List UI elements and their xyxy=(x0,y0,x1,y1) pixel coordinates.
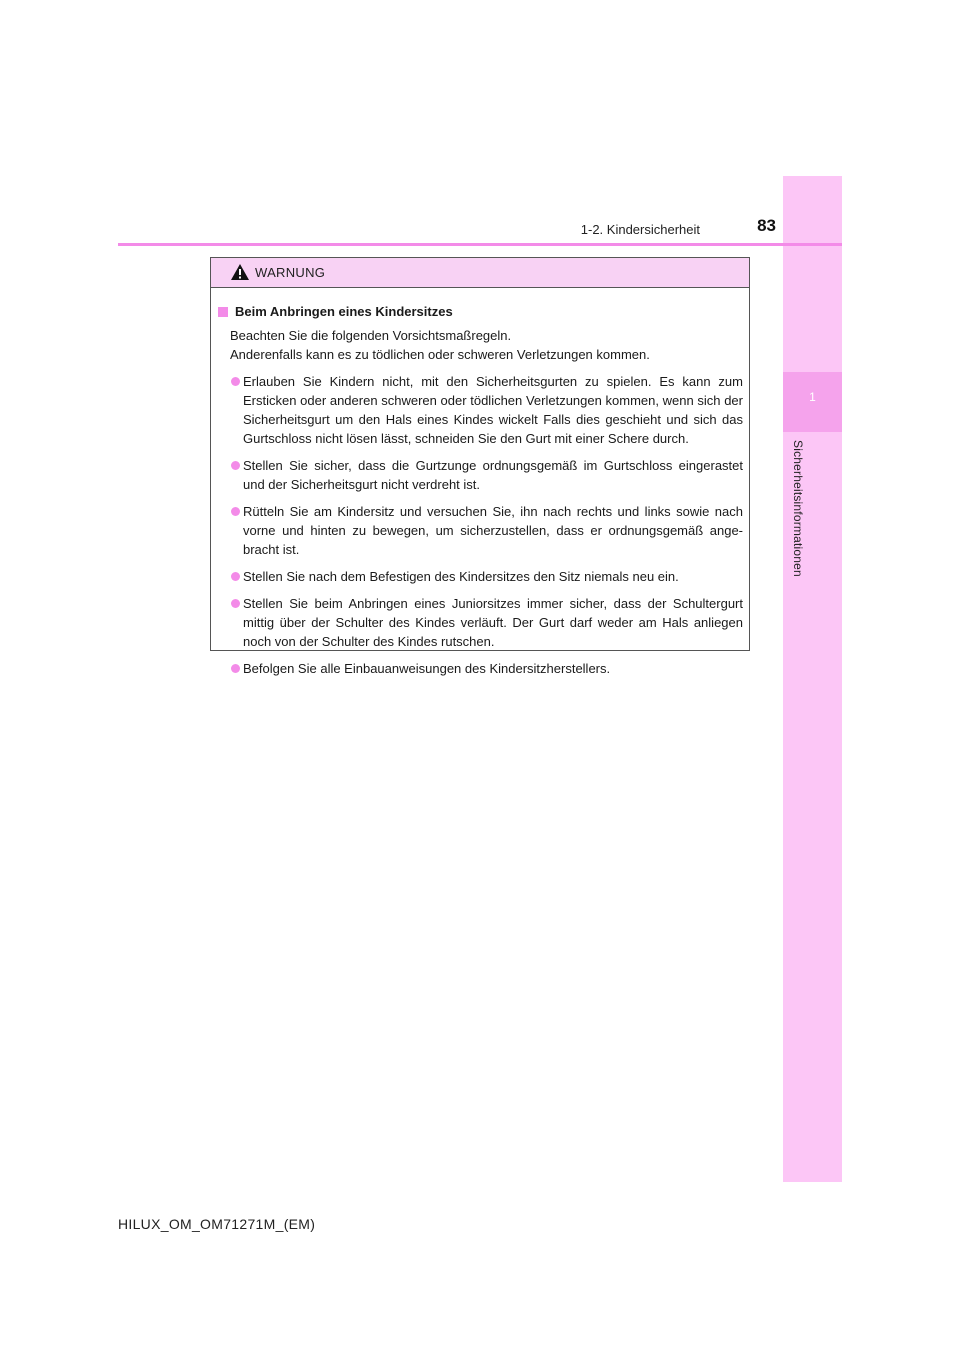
page-number: 83 xyxy=(757,216,776,235)
warning-body xyxy=(211,288,749,678)
header-rule xyxy=(118,243,842,246)
bullet-dot-icon xyxy=(231,377,240,386)
bullet-text: Rütteln Sie am Kindersitz und versuchen Sie, ihn nach rechts und links sowie nach vorne und hinten zu bewegen, um sicherzustellen, dass er ordnungsgemäß ange-bracht ist. xyxy=(243,504,743,557)
warning-box xyxy=(210,257,750,676)
list-item xyxy=(218,567,743,586)
list-item xyxy=(218,594,743,651)
side-strip xyxy=(783,176,842,1182)
warning-header xyxy=(211,258,749,288)
warning-bullet-list xyxy=(218,372,743,678)
list-item xyxy=(218,502,743,559)
bullet-dot-icon xyxy=(231,507,240,516)
chapter-label: Sicherheitsinformationen xyxy=(791,440,805,577)
list-item xyxy=(218,372,743,448)
intro xyxy=(218,326,743,364)
list-item xyxy=(218,456,743,494)
bullet-dot-icon xyxy=(231,664,240,673)
warning-triangle-icon xyxy=(230,263,250,281)
chapter-number: 1 xyxy=(809,390,816,404)
list-item xyxy=(218,659,743,678)
document-code: HILUX_OM_OM71271M_(EM) xyxy=(118,1216,316,1232)
intro-line: Beachten Sie die folgenden Vorsichtsmaßregeln. xyxy=(230,328,512,343)
section-title: 1-2. Kindersicherheit xyxy=(580,222,700,237)
bullet-dot-icon xyxy=(231,572,240,581)
square-bullet-icon xyxy=(218,307,228,317)
intro-line: Anderenfalls kann es zu tödlichen oder schweren Verletzungen kommen. xyxy=(230,347,650,362)
bullet-text: Stellen Sie beim Anbringen eines Juniorsitzes immer sicher, dass der Schultergurt mittig über der Schulter des Kindes verläuft. Der Gurt darf weder am Hals anliegen noch von der Schulter des Kindes rutschen. xyxy=(243,596,743,649)
warning-title: WARNUNG xyxy=(255,265,326,280)
subheading-text: Beim Anbringen eines Kindersitzes xyxy=(235,304,453,319)
bullet-text: Erlauben Sie Kindern nicht, mit den Sicherheitsgurten zu spielen. Es kann zum Ersticken oder anderen schweren oder tödlichen Verletzungen kommen, wenn sich der Sicherheitsgurt um den Hals eines Kindes wickelt Falls dies geschieht und sich das Gurtschloss nicht lösen lässt, schneiden Sie den Gurt mit einer Schere durch. xyxy=(243,374,743,446)
bullet-text: Stellen Sie sicher, dass die Gurtzunge ordnungsgemäß im Gurtschloss eingerastet und der Sicherheitsgurt nicht verdreht ist. xyxy=(243,458,743,492)
bullet-text: Befolgen Sie alle Einbauanweisungen des Kindersitzherstellers. xyxy=(243,661,611,676)
bullet-dot-icon xyxy=(231,599,240,608)
bullet-text: Stellen Sie nach dem Befestigen des Kindersitzes den Sitz niemals neu ein. xyxy=(243,569,679,584)
bullet-dot-icon xyxy=(231,461,240,470)
warning-subheading xyxy=(218,302,743,321)
